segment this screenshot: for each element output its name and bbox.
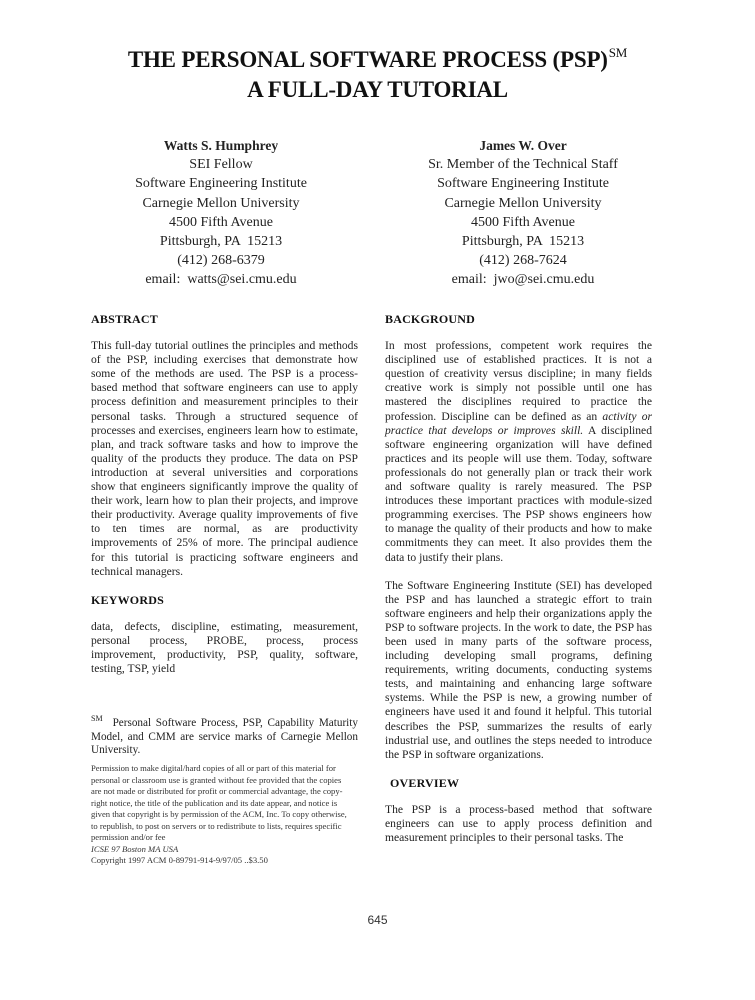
background-heading: BACKGROUND bbox=[385, 312, 476, 326]
permission-line: permission and/or fee bbox=[91, 832, 166, 843]
permission-line: personal or classroom use is granted without fee provided that the copies bbox=[91, 774, 342, 785]
keywords-heading: KEYWORDS bbox=[91, 592, 164, 607]
page-number: 645 bbox=[367, 913, 388, 927]
author-street: 4500 Fifth Avenue bbox=[169, 214, 273, 230]
title-line-2: A FULL-DAY TUTORIAL bbox=[247, 77, 508, 102]
author-phone: (412) 268-6379 bbox=[177, 253, 265, 269]
author-block-humphrey bbox=[76, 136, 366, 290]
author-city: Pittsburgh, PA 15213 bbox=[159, 234, 283, 250]
permission-notice bbox=[91, 763, 358, 867]
author-university: Carnegie Mellon University bbox=[142, 195, 300, 211]
abstract-heading: ABSTRACT bbox=[91, 312, 158, 326]
conference-venue: ICSE 97 Boston MA USA bbox=[91, 843, 179, 854]
permission-line: given that copyright is by permission of the ACM, Inc. To copy otherwise, bbox=[91, 809, 347, 820]
overview-text: The PSP is a process-based method that software engineers can use to apply process definition and measurement principles to their personal tasks. The bbox=[385, 802, 652, 845]
author-university: Carnegie Mellon University bbox=[444, 195, 602, 211]
background-paragraph-1: In most professions, competent work requires the disciplined use of established practices. It is not a question of creativity versus discipline; in many fields creative work is simply not possible until one has mastered the disciplines required to practice the profession. Discipline can be defined as an activity or practice that develops or improves skill. A disciplined software engineering organization will have defined practices and its people will use them. Today, software professionals do not generally plan or track their work and software quality is rarely measured. The PSP introduces these important practices with module-sized programming exercises. The PSP shows engineers how to manage the quality of their products and how to make commitments they can meet. It also provides them the data to justify their plans. bbox=[385, 339, 652, 564]
author-name: James W. Over bbox=[479, 138, 567, 153]
author-role: Sr. Member of the Technical Staff bbox=[428, 157, 618, 173]
author-email: email: jwo@sei.cmu.edu bbox=[451, 272, 595, 288]
paper-title bbox=[0, 38, 755, 105]
author-phone: (412) 268-7624 bbox=[479, 253, 567, 269]
copyright-line: Copyright 1997 ACM 0-89791-914-9/97/05 ..$3.50 bbox=[91, 855, 268, 866]
author-role: SEI Fellow bbox=[189, 157, 253, 173]
overview-heading: OVERVIEW bbox=[390, 775, 460, 790]
permission-line: right notice, the title of the publication and its date appear, and notice is bbox=[91, 797, 338, 808]
left-column bbox=[91, 312, 358, 867]
author-name: Watts S. Humphrey bbox=[163, 138, 279, 153]
author-org: Software Engineering Institute bbox=[437, 176, 609, 192]
service-mark-footnote: ℠ Personal Software Process, PSP, Capability Maturity Model, and CMM are service marks of Carnegie Mellon University. bbox=[91, 714, 358, 756]
abstract-text: This full-day tutorial outlines the principles and methods of the PSP, including exercises that demonstrate how some of the methods are used. The PSP is a process-based method that software engineers can use to apply process definition and measurement principles to their personal tasks. Through a structured sequence of processes and exercises, engineers learn how to estimate, plan, and track software tasks and how to improve the quality of the products they produce. The data on PSP introduction at several universities and corporations show that engineers significantly improve the quality of their work, learn how to plan their projects, and improve their productivity. Average quality improvements of five to ten times are normal, as are productivity improvements of 25% of more. The principal audience for this tutorial is practicing software engineers and technical managers. bbox=[91, 339, 358, 578]
author-block-over bbox=[378, 136, 668, 290]
title-line-1: THE PERSONAL SOFTWARE PROCESS (PSP)℠ bbox=[127, 45, 628, 72]
permission-line: to republish, to post on servers or to redistribute to lists, requires specific bbox=[91, 820, 342, 831]
right-column bbox=[385, 312, 652, 845]
keywords-text: data, defects, discipline, estimating, measurement, personal process, PROBE, process, process improvement, productivity, PSP, quality, software, testing, TSP, yield bbox=[91, 619, 358, 676]
author-city: Pittsburgh, PA 15213 bbox=[461, 234, 585, 250]
permission-line: are not made or distributed for profit or commercial advantage, the copy- bbox=[91, 786, 343, 797]
service-mark: SM bbox=[608, 45, 628, 60]
permission-line: Permission to make digital/hard copies of all or part of this material for bbox=[91, 763, 336, 774]
author-org: Software Engineering Institute bbox=[135, 176, 307, 192]
author-email: email: watts@sei.cmu.edu bbox=[145, 272, 297, 288]
background-paragraph-2: The Software Engineering Institute (SEI) has developed the PSP and has launched a strategic effort to train software engineers and help their organizations apply the PSP to software projects. In the work to date, the PSP has been used in many parts of the software process, including developing small programs, defining requirements, writing documents, conducting systems tests, and maintaining and enhancing large software systems. While the PSP is new, a growing number of engineers have used it and found it helpful. This tutorial describes the PSP, summarizes the results of early industrial use, and outlines the steps needed to introduce the PSP in software organizations. bbox=[385, 578, 652, 761]
footnote-mark: SM bbox=[91, 714, 103, 724]
author-street: 4500 Fifth Avenue bbox=[471, 214, 575, 230]
definition-italic: activity or practice that develops or improves skill. bbox=[385, 409, 652, 437]
